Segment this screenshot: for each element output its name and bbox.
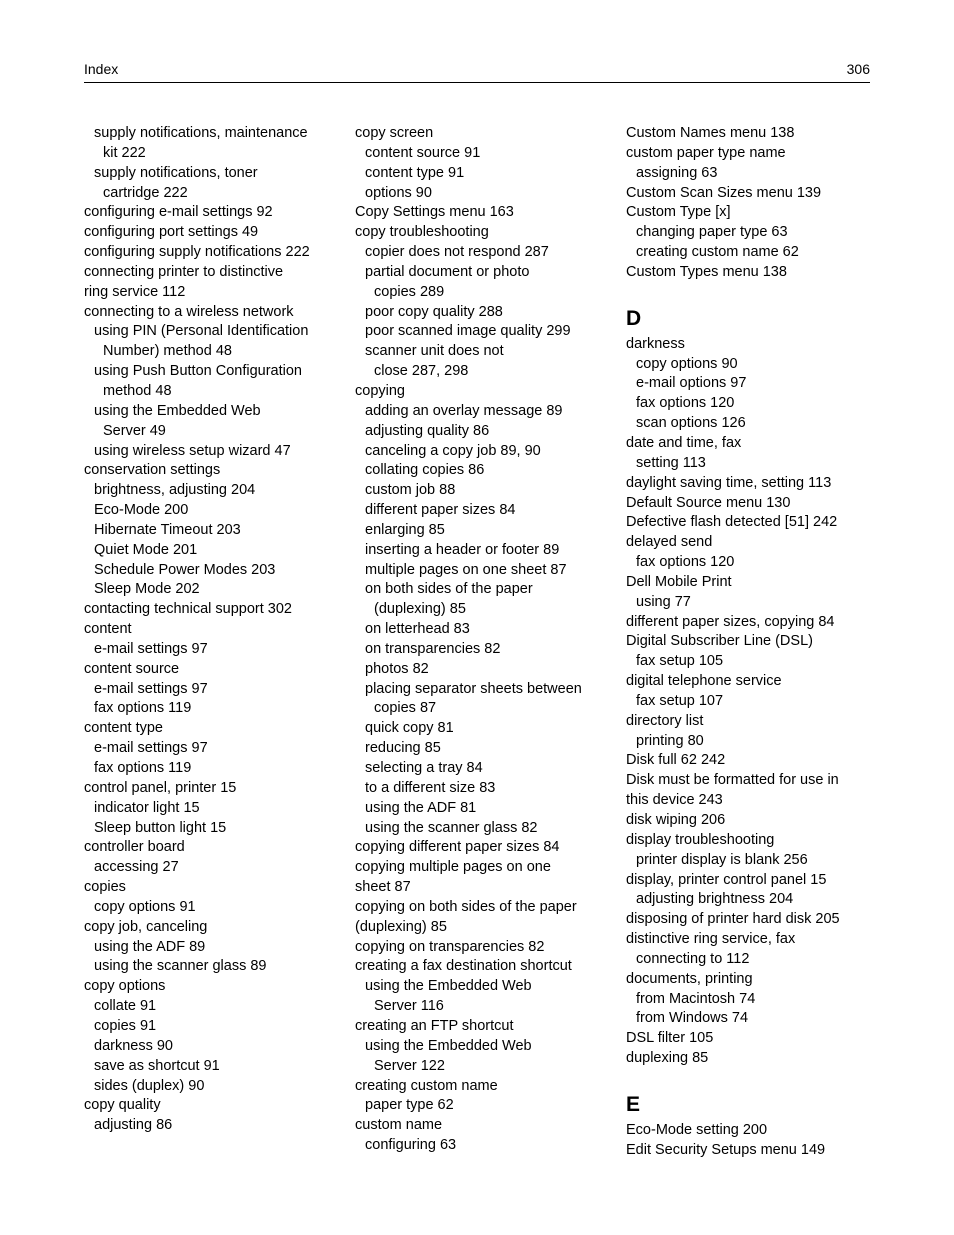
- index-subentry: content source 91: [365, 144, 481, 161]
- index-entry: copying: [355, 382, 405, 399]
- index-subentry: copy options 91: [94, 898, 196, 915]
- index-entry: Disk must be formatted for use in: [626, 772, 839, 789]
- index-subentry: poor copy quality 288: [365, 303, 503, 320]
- index-subentry: copy options 90: [636, 355, 738, 372]
- index-subentry: configuring 63: [365, 1137, 457, 1154]
- index-subentry: using the Embedded Web: [365, 978, 532, 995]
- index-entry: Dell Mobile Print: [626, 573, 732, 590]
- index-entry: connecting printer to distinctive: [84, 263, 284, 280]
- index-subentry: partial document or photo: [365, 263, 530, 280]
- index-subentry: using the ADF 89: [94, 938, 206, 955]
- index-entry: ring service 112: [84, 283, 186, 300]
- index-entry: configuring e‑mail settings 92: [84, 204, 273, 221]
- index-subentry: using the scanner glass 89: [94, 958, 267, 975]
- index-subentry: selecting a tray 84: [365, 760, 483, 776]
- index-entry: content: [84, 621, 132, 638]
- index-entry: darkness: [626, 335, 685, 352]
- index-subentry: Hibernate Timeout 203: [94, 521, 241, 538]
- index-entry: custom name: [355, 1117, 443, 1134]
- index-subentry: scanner unit does not: [365, 343, 504, 360]
- index-subentry: inserting a header or footer 89: [365, 541, 560, 558]
- index-subentry: different paper sizes 84: [365, 502, 516, 519]
- index-subentry: Server 116: [374, 998, 444, 1015]
- index-entry: sheet 87: [355, 879, 411, 896]
- index-subentry: using the scanner glass 82: [365, 819, 538, 836]
- index-entry: Eco‑Mode setting 200: [626, 1121, 768, 1138]
- index-subentry: poor scanned image quality 299: [365, 323, 571, 340]
- index-entry: different paper sizes, copying 84: [626, 613, 835, 630]
- index-entry: display, printer control panel 15: [626, 871, 827, 888]
- index-subentry: method 48: [103, 382, 172, 399]
- index-subentry: using the Embedded Web: [94, 402, 261, 419]
- index-subentry: Number) method 48: [103, 343, 232, 360]
- index-column-3: [626, 124, 866, 1161]
- index-subentry: changing paper type 63: [636, 224, 788, 241]
- index-subentry: from Macintosh 74: [636, 990, 756, 1007]
- index-subentry: cartridge 222: [103, 184, 188, 201]
- index-subentry: fax options 120: [636, 554, 735, 571]
- index-entry: content type: [84, 720, 163, 737]
- index-column-1: [84, 124, 346, 1136]
- index-entry: Edit Security Setups menu 149: [626, 1141, 826, 1158]
- index-subentry: content type 91: [365, 164, 465, 181]
- index-entry: daylight saving time, setting 113: [626, 474, 832, 491]
- index-entry: (duplexing) 85: [355, 918, 447, 935]
- index-entry: copying different paper sizes 84: [355, 839, 560, 856]
- index-subentry: using the ADF 81: [365, 799, 477, 816]
- index-subentry: sides (duplex) 90: [94, 1077, 205, 1094]
- index-subentry: fax setup 107: [636, 692, 724, 709]
- index-subentry: creating custom name 62: [636, 244, 799, 261]
- index-entry: Digital Subscriber Line (DSL): [626, 633, 813, 650]
- index-section-letter: D: [626, 306, 642, 330]
- index-entry: Default Source menu 130: [626, 494, 791, 511]
- header-title: Index: [84, 61, 119, 77]
- index-entry: copy options: [84, 978, 166, 995]
- index-entry: date and time, fax: [626, 434, 742, 451]
- index-subentry: supply notifications, maintenance: [94, 125, 308, 141]
- index-entry: directory list: [626, 712, 704, 729]
- index-entry: copy screen: [355, 125, 434, 141]
- index-entry: documents, printing: [626, 970, 753, 987]
- index-entry: distinctive ring service, fax: [626, 931, 796, 948]
- index-entry: Copy Settings menu 163: [355, 204, 514, 221]
- index-subentry: using 77: [636, 593, 691, 610]
- index-subentry: brightness, adjusting 204: [94, 482, 256, 499]
- index-subentry: canceling a copy job 89, 90: [365, 442, 541, 459]
- index-subentry: fax options 119: [94, 760, 192, 776]
- index-entry: creating an FTP shortcut: [355, 1017, 514, 1034]
- index-subentry: (duplexing) 85: [374, 601, 466, 618]
- index-subentry: indicator light 15: [94, 799, 200, 816]
- index-entry: control panel, printer 15: [84, 779, 237, 796]
- index-entry: copying on transparencies 82: [355, 938, 545, 955]
- index-subentry: adjusting quality 86: [365, 422, 490, 439]
- index-subentry: options 90: [365, 184, 432, 201]
- index-entry: copy quality: [84, 1097, 161, 1114]
- index-column-2: [355, 124, 617, 1156]
- index-subentry: using wireless setup wizard 47: [94, 442, 291, 459]
- index-subentry: placing separator sheets between: [365, 680, 582, 697]
- index-subentry: setting 113: [636, 454, 706, 471]
- index-subentry: kit 222: [103, 144, 146, 161]
- index-entry: copy job, canceling: [84, 918, 208, 935]
- index-entry: controller board: [84, 839, 185, 856]
- index-entry: conservation settings: [84, 462, 221, 479]
- index-entry: copy troubleshooting: [355, 224, 489, 241]
- index-subentry: photos 82: [365, 660, 429, 677]
- index-subentry: connecting to 112: [636, 950, 750, 967]
- index-entry: creating custom name: [355, 1077, 498, 1094]
- index-entry: digital telephone service: [626, 673, 782, 690]
- index-subentry: Sleep button light 15: [94, 819, 227, 836]
- index-entry: disk wiping 206: [626, 812, 726, 828]
- index-entry: disposing of printer hard disk 205: [626, 911, 840, 928]
- index-entry: configuring port settings 49: [84, 224, 259, 241]
- index-entry: duplexing 85: [626, 1050, 709, 1067]
- index-entry: Custom Types menu 138: [626, 263, 787, 280]
- index-subentry: printing 80: [636, 732, 704, 749]
- index-subentry: e‑mail settings 97: [94, 740, 208, 757]
- index-subentry: multiple pages on one sheet 87: [365, 561, 567, 578]
- index-entry: delayed send: [626, 534, 713, 551]
- index-subentry: on transparencies 82: [365, 640, 501, 657]
- index-subentry: Eco‑Mode 200: [94, 502, 189, 519]
- index-subentry: copier does not respond 287: [365, 244, 549, 261]
- index-entry: content source: [84, 660, 180, 677]
- index-entry: DSL filter 105: [626, 1030, 714, 1047]
- index-subentry: custom job 88: [365, 482, 456, 499]
- index-entry: this device 243: [626, 792, 723, 809]
- index-entry: display troubleshooting: [626, 831, 775, 848]
- index-entry: configuring supply notifications 222: [84, 244, 310, 261]
- index-subentry: quick copy 81: [365, 720, 454, 737]
- index-subentry: using the Embedded Web: [365, 1037, 532, 1054]
- index-entry: copying multiple pages on one: [355, 859, 551, 876]
- index-subentry: fax setup 105: [636, 653, 724, 670]
- page-header: [84, 60, 870, 83]
- index-subentry: on letterhead 83: [365, 621, 470, 638]
- index-entry: Custom Names menu 138: [626, 125, 795, 141]
- index-entry: creating a fax destination shortcut: [355, 958, 572, 975]
- index-subentry: copies 289: [374, 283, 445, 300]
- index-subentry: adjusting 86: [94, 1117, 173, 1134]
- index-subentry: e‑mail settings 97: [94, 640, 208, 657]
- index-entry: connecting to a wireless network: [84, 303, 294, 320]
- index-subentry: collating copies 86: [365, 462, 485, 479]
- index-subentry: to a different size 83: [365, 779, 496, 796]
- index-subentry: e‑mail settings 97: [94, 680, 208, 697]
- page-number: 306: [846, 61, 870, 77]
- index-entry: copies: [84, 879, 126, 896]
- index-subentry: scan options 126: [636, 415, 746, 432]
- index-subentry: fax options 120: [636, 395, 735, 412]
- index-subentry: paper type 62: [365, 1097, 454, 1114]
- index-subentry: assigning 63: [636, 164, 718, 181]
- index-entry: Defective flash detected [51] 242: [626, 514, 838, 531]
- index-subentry: enlarging 85: [365, 521, 445, 538]
- index-subentry: on both sides of the paper: [365, 581, 533, 598]
- index-entry: Custom Type [x]: [626, 204, 731, 221]
- index-subentry: collate 91: [94, 998, 157, 1015]
- index-subentry: adjusting brightness 204: [636, 891, 794, 908]
- index-subentry: Schedule Power Modes 203: [94, 561, 276, 578]
- index-subentry: e‑mail options 97: [636, 375, 747, 392]
- index-subentry: close 287, 298: [374, 363, 469, 380]
- index-subentry: reducing 85: [365, 740, 441, 757]
- index-subentry: printer display is blank 256: [636, 851, 808, 868]
- index-subentry: fax options 119: [94, 700, 192, 717]
- index-subentry: adding an overlay message 89: [365, 402, 563, 419]
- index-entry: Custom Scan Sizes menu 139: [626, 184, 822, 201]
- index-subentry: using PIN (Personal Identification: [94, 323, 309, 340]
- index-subentry: Sleep Mode 202: [94, 581, 200, 598]
- index-subentry: from Windows 74: [636, 1010, 749, 1027]
- index-subentry: Server 49: [103, 422, 166, 439]
- index-subentry: copies 91: [94, 1017, 157, 1034]
- index-section-letter: E: [626, 1092, 641, 1116]
- index-subentry: Quiet Mode 201: [94, 541, 198, 558]
- index-subentry: accessing 27: [94, 859, 179, 876]
- index-entry: custom paper type name: [626, 144, 786, 161]
- index-entry: Disk full 62 242: [626, 752, 726, 769]
- index-subentry: copies 87: [374, 700, 437, 717]
- index-entry: copying on both sides of the paper: [355, 898, 577, 915]
- index-subentry: supply notifications, toner: [94, 164, 258, 181]
- index-subentry: save as shortcut 91: [94, 1057, 220, 1074]
- index-entry: contacting technical support 302: [84, 601, 292, 618]
- index-subentry: darkness 90: [94, 1037, 173, 1054]
- index-subentry: using Push Button Configuration: [94, 363, 302, 380]
- index-subentry: Server 122: [374, 1057, 445, 1074]
